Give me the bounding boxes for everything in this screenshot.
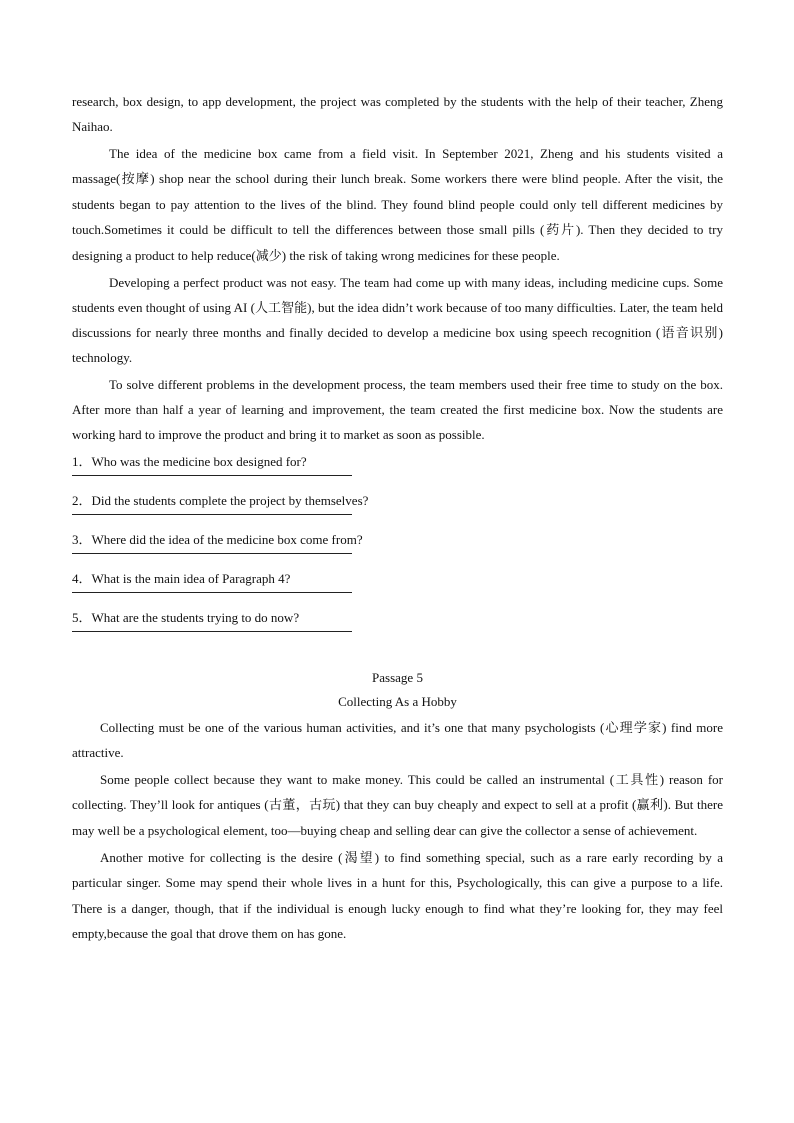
- question-item: [72, 566, 723, 593]
- answer-line[interactable]: [72, 630, 352, 632]
- answer-line[interactable]: [72, 591, 352, 593]
- question-text: 3．Where did the idea of the medicine box come from?: [72, 531, 363, 547]
- question-text: 1．Who was the medicine box designed for?: [72, 453, 307, 469]
- question-text: 5．What are the students trying to do now?: [72, 609, 300, 625]
- question-item: [72, 605, 723, 632]
- question-text: 2．Did the students complete the project by themselves?: [72, 492, 369, 508]
- paragraph-collecting-intro: Collecting must be one of the various human activities, and it’s one that many psychologists (心理学家) find more attractive.: [72, 719, 723, 761]
- question-item: [72, 449, 723, 476]
- answer-line[interactable]: [72, 513, 352, 515]
- question-item: [72, 488, 723, 515]
- question-item: [72, 527, 723, 554]
- question-text: 4．What is the main idea of Paragraph 4?: [72, 570, 291, 586]
- worksheet-page: [72, 89, 723, 946]
- paragraph-money-motive: Some people collect because they want to make money. This could be called an instrumental (工具性) reason for collecting. They’ll look for antiques (古董，古玩) that they can buy cheaply and expect to sell at a profit (赢利). But there may well be a psychological element, too—buying cheap and selling dear can give the collector a sense of achievement.: [72, 771, 723, 839]
- paragraph-development: Developing a perfect product was not easy. The team had come up with many ideas, including medicine cups. Some students even thought of using AI (人工智能), but the idea didn’t work because of too many difficulties. Later, the team held discussions for nearly three months and finally decided to develop a medicine box using speech recognition (语音识别) technology.: [72, 274, 723, 366]
- question-list: [72, 449, 723, 632]
- paragraph-problem-solving: To solve different problems in the development process, the team members used their free time to study on the box. After more than half a year of learning and improvement, the team created the first medicine box. Now the students are working hard to improve the product and bring it to market as soon as possible.: [72, 376, 723, 443]
- passage-title: Collecting As a Hobby: [338, 694, 457, 710]
- paragraph-field-visit: The idea of the medicine box came from a field visit. In September 2021, Zheng and his students visited a massage(按摩) shop near the school during their lunch break. Some workers there were blind people. After the visit, the students began to pay attention to the lives of the blind. They found blind people could only tell different medicines by touch.Sometimes it could be difficult to tell the differences between those small pills (药片). Then they decided to try designing a product to help reduce(减少) the risk of taking wrong medicines for these people.: [72, 145, 723, 263]
- paragraph-continuation: research, box design, to app development, the project was completed by the students with the help of their teacher, Zheng Naihao.: [72, 94, 723, 135]
- passage-label: Passage 5: [372, 669, 423, 685]
- answer-line[interactable]: [72, 474, 352, 476]
- paragraph-desire-motive: Another motive for collecting is the desire (渴望) to find something special, such as a rare early recording by a particular singer. Some may spend their whole lives in a hunt for this, Psychologically, this can give a purpose to a life. There is a danger, though, that if the individual is enough lucky enough to find what they’re looking for, they may feel empty,because the goal that drove them on has gone.: [72, 850, 723, 941]
- answer-line[interactable]: [72, 552, 352, 554]
